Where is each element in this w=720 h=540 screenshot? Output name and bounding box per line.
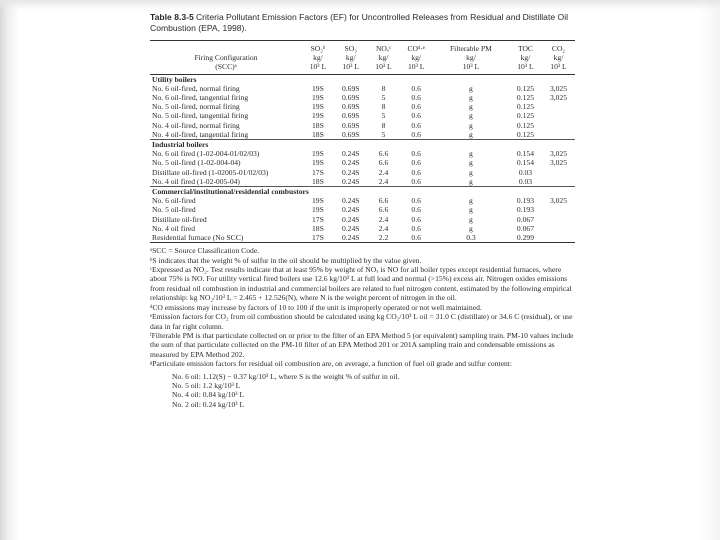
table-row [150,149,575,158]
table-cell: 0.6 [411,83,421,93]
table-cell: 0.125 [516,93,535,103]
table-cell: 0.067 [516,214,535,224]
table-cell: g [469,167,473,177]
table-cell [542,177,575,187]
section-title: Utility boilers [152,74,197,84]
header-col-6-line0: CO₂ [551,44,566,53]
table-cell: 19S [312,205,324,215]
row-label: Distillate oil-fired [152,214,207,224]
table-row [150,121,575,130]
table-cell: 18S [312,120,324,130]
table-header [150,41,575,75]
table-cell: 0.24S [341,167,360,177]
table-cell: 0.6 [399,177,433,187]
row-label: No. 4 oil-fired, tangential firing [150,130,302,140]
document-body [150,12,575,409]
row-label: No. 6 oil fired (1-02-004-01/02/03) [152,149,260,159]
row-label: No. 6 oil-fired, tangential firing [152,93,249,103]
table-cell: 0.193 [516,196,535,206]
table-cell: 2.4 [378,223,389,233]
row-label: No. 6 oil-fired [152,196,196,206]
footnote-equation: No. 2 oil: 0.24 kg/10³ L [172,399,245,409]
table-cell: 0.69S [334,130,368,140]
header-col-4-line1: kg/ [466,53,476,63]
table-cell [542,111,575,120]
table-cell: 0.154 [516,158,535,168]
header-col-5-line2: 10³ L [517,62,534,72]
section-title: Commercial/institutional/residential combustors [152,187,309,197]
table-cell: 17S [312,233,324,243]
table-cell: 17S [312,214,324,224]
table-cell: g [469,102,473,112]
table-cell: g [469,223,473,233]
header-col-3-line0: COᵈ·ᵉ [407,44,425,53]
row-label: Distillate oil-fired (1-02005-01/02/03) [152,167,269,177]
header-col-2-line2: 10³ L [375,62,392,72]
table-cell: 0.6 [399,130,433,140]
table-cell: 0.69S [341,120,360,130]
table-cell: 0.193 [516,205,535,215]
table-cell: 0.69S [341,83,360,93]
table-row [150,102,575,111]
table-cell: 0.24S [341,158,360,168]
table-cell [542,224,575,233]
section-header-row [150,74,575,84]
table-cell: 18S [302,130,334,140]
footnote: ᶜExpressed as NO₂. Test results indicate that at least 95% by weight of NOₓ is NO for all boiler types except residential furnaces, where about 75% is NO. For utility vertical fired boilers use 12.6 kg/10³ L at full load and normal (>15%) excess air. Nitrogen oxides emissions from residual oil combustion in industrial and commercial boilers are related to fuel nitrogen content, estimated by the following empirical relationship: kg NO₂/10³ L = 2.465 + 12.526(N), where N is the weight percent of nitrogen in the oil. [150,265,572,303]
table-row [150,168,575,177]
header-col-0-line0: SO₂ᵇ [310,44,326,53]
table-cell: 0.6 [411,233,421,243]
table-cell [542,168,575,177]
table-cell: g [433,130,509,140]
table-cell: 0.24S [341,214,360,224]
table-row [150,205,575,214]
table-cell: 0.24S [341,149,360,159]
footnote-equation: No. 5 oil: 1.2 kg/10³ L [172,380,241,390]
table-cell: g [469,93,473,103]
table-cell: 3,025 [549,196,568,206]
table-row [150,224,575,233]
table-cell: 0.24S [334,177,368,187]
table-row [150,158,575,167]
table-cell [542,121,575,130]
table-cell: 2.4 [378,167,389,177]
row-label: No. 4 oil fired (1-02-005-04) [150,177,302,187]
header-row [150,41,575,75]
header-col-2-line1: kg/ [378,53,389,63]
table-cell: 3,025 [549,83,568,93]
header-col-1 [334,41,368,75]
table-cell: 0.6 [411,93,421,103]
table-cell: 0.6 [411,167,421,177]
table-cell: 0.69S [341,93,360,103]
table-cell: 0.3 [466,233,476,243]
header-col-0-line2: 10³ L [309,62,327,72]
table-cell: g [469,111,473,121]
table-cell: 8 [381,102,386,112]
footnote: ᵉEmission factors for CO₂ from oil combustion should be calculated using kg CO₂/10³ L oil = 31.0 C (distillate) or 34.6 C (residual), or use data in far right column. [150,312,573,331]
table-cell: 3,025 [549,158,568,168]
footnote: ᶠFilterable PM is that particulate collected on or prior to the filter of an EPA Method 5 (or equivalent) sampling train. PM-10 values include the sum of that particulate collected on the PM-10 filter of an EPA Method 201 or 201A sampling train and condensable emissions as measured by EPA Method 202. [150,330,574,359]
table-cell: 0.125 [516,102,535,112]
header-col-4 [433,41,509,75]
table-cell: 5 [381,111,386,121]
table-cell: 19S [312,158,324,168]
table-cell: 17S [312,167,324,177]
row-label: No. 5 oil-fired [152,205,196,215]
table-cell: 3,025 [549,149,568,159]
table-cell: 19S [312,93,324,103]
table-cell: 0.6 [411,196,421,206]
table-label: Table 8.3-5 [150,12,194,22]
footnote-equation: No. 6 oil: 1.12(S) − 0.37 kg/10³ L, where S is the weight % of sulfur in oil. [172,371,400,381]
table-body [150,74,575,243]
table-cell: 5 [381,93,386,103]
table-cell: 19S [312,196,324,206]
row-label: No. 6 oil-fired, normal firing [152,83,240,93]
table-cell: 19S [312,83,324,93]
table-cell: 0.6 [411,149,421,159]
header-config-line1: Firing Configuration [194,53,258,63]
table-cell: 0.6 [411,102,421,112]
header-col-4-line2: 10³ L [462,62,480,72]
section-title: Industrial boilers [152,140,209,150]
section-header-row [150,187,575,197]
table-row [150,215,575,224]
header-col-6 [542,41,575,75]
footnotes [150,246,575,409]
table-cell: 0.69S [341,102,360,112]
table-cell: 0.6 [411,223,421,233]
row-label: No. 4 oil fired [152,223,196,233]
table-cell: 0.6 [411,120,421,130]
table-cell: 18S [302,177,334,187]
table-cell: 6.6 [378,205,389,215]
table-caption [150,12,575,34]
table-cell: g [469,149,473,159]
table-cell: 0.154 [516,149,535,159]
header-col-6-line2: 10³ L [550,62,567,72]
header-col-1-line0: SO₃ [344,44,357,53]
table-row [150,130,575,140]
row-label: No. 5 oil-fired, tangential firing [152,111,249,121]
header-config-line2: (SCC)ᵃ [215,62,237,72]
table-cell [542,205,575,214]
table-cell: g [469,120,473,130]
table-cell: 19S [312,149,324,159]
table-cell: 19S [312,111,324,121]
table-cell: g [469,205,473,215]
table-cell: 0.24S [341,223,360,233]
table-cell: 6.6 [378,149,389,159]
table-cell: 0.24S [341,233,360,243]
header-col-1-line2: 10³ L [342,62,359,72]
row-label: No. 5 oil-fired (1-02-004-04) [152,158,241,168]
table-cell: 0.6 [411,158,421,168]
table-cell: 6.6 [378,196,389,206]
table-cell: 6.6 [378,158,389,168]
table-cell: 0.125 [509,130,542,140]
header-col-1-line1: kg/ [345,53,356,63]
table-cell: 0.69S [341,111,360,121]
header-col-6-line1: kg/ [553,53,564,63]
table-cell: 5 [368,130,400,140]
header-col-0 [302,41,334,75]
table-cell: g [469,83,473,93]
table-cell: 8 [381,120,386,130]
header-col-3 [399,41,433,75]
header-col-5 [509,41,542,75]
footnote: ᵃSCC = Source Classification Code. [150,246,260,256]
table-row [150,196,575,205]
header-col-3-line1: kg/ [411,53,422,63]
table-cell: 0.299 [516,233,535,243]
footnote: ᵈCO emissions may increase by factors of 10 to 100 if the unit is improperly operated or not well maintained. [150,302,482,312]
row-label: No. 5 oil-fired, normal firing [152,102,240,112]
footnote-equation: No. 4 oil: 0.84 kg/10³ L [172,390,245,400]
table-cell: 0.067 [516,223,535,233]
row-label: No. 4 oil-fired, normal firing [152,120,240,130]
scan-shadow [0,0,720,10]
table-row [150,111,575,120]
table-cell: 0.125 [516,111,535,121]
table-cell: 0.03 [509,177,542,187]
table-row [150,233,575,243]
table-cell: g [469,214,473,224]
table-cell: g [433,177,509,187]
row-label: Residential furnace (No SCC) [152,233,244,243]
table-row [150,93,575,102]
section-header-row [150,140,575,150]
header-col-2-line0: NOₓᶜ [375,44,392,53]
table-cell: 2.4 [378,214,389,224]
table-cell: 2.4 [368,177,400,187]
table-cell [542,130,575,140]
table-row [150,84,575,93]
table-row [150,177,575,187]
table-cell [542,102,575,111]
header-col-2 [368,41,400,75]
table-cell: 19S [312,102,324,112]
table-title: Criteria Pollutant Emission Factors (EF) for Uncontrolled Releases from Residual and Distillate Oil Combustion (EPA, 1998). [150,12,569,33]
table-cell: 0.24S [341,205,360,215]
table-cell: 0.6 [411,214,421,224]
table-cell [542,215,575,224]
header-col-4-line0: Filterable PM [449,44,492,53]
header-col-5-line0: TOC [517,44,533,53]
header-col-0-line1: kg/ [313,53,323,63]
table-cell: 3,025 [549,93,568,103]
table-cell: 0.03 [518,167,533,177]
header-config [150,41,302,75]
table-cell: g [469,196,473,206]
header-col-5-line1: kg/ [520,53,531,63]
header-col-3-line2: 10³ L [407,62,425,72]
table-cell: 0.24S [341,196,360,206]
table-cell: 18S [312,223,324,233]
table-cell: 8 [381,83,386,93]
table-cell: 0.125 [516,83,535,93]
footnote: ᵍParticulate emission factors for residual oil combustion are, on average, a function of fuel oil grade and sulfur content: [150,359,513,369]
footnote: ᵇS indicates that the weight % of sulfur in the oil should be multiplied by the value given. [150,255,422,265]
table-cell: 0.6 [411,205,421,215]
table-cell: 2.2 [378,233,389,243]
table-cell: 0.125 [516,120,535,130]
table-cell: g [469,158,473,168]
table-cell [542,233,575,243]
emission-factor-table [150,40,575,243]
table-cell: 0.6 [411,111,421,121]
